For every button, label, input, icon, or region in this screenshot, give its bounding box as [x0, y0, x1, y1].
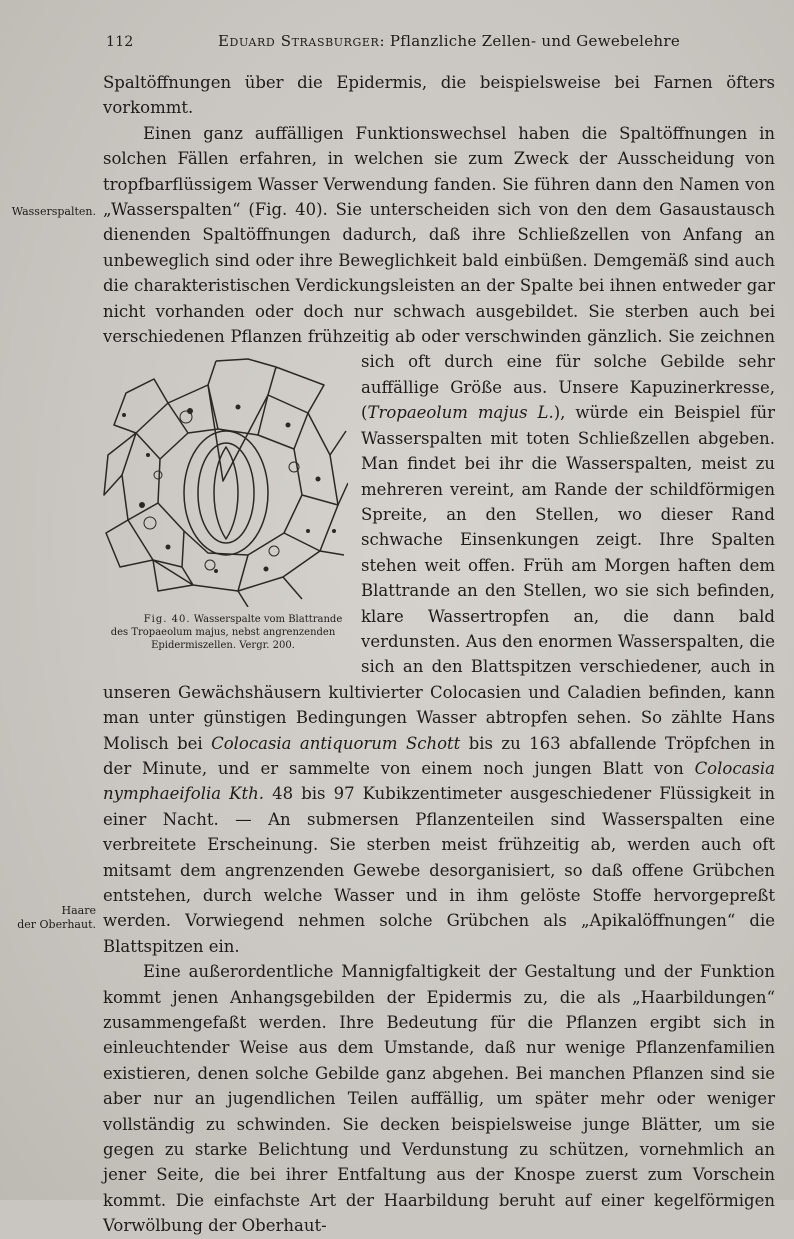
- cell-walls: [104, 359, 348, 607]
- text-run: bis zu 163 abfallende Tröpfchen in der Minute, und er sammelte von einem noch jungen Blatt von: [103, 733, 775, 778]
- guard-cell-outer: [184, 431, 268, 555]
- paragraph-continued: Spaltöffnungen über die Epidermis, die beispielsweise bei Farnen öfters vorkommt.: [103, 73, 775, 118]
- cell-nuclei: [122, 405, 336, 574]
- running-head-author: Eduard Strasburger: [218, 32, 380, 50]
- figure-40: [97, 355, 349, 652]
- species-name: Colocasia antiquorum Schott: [211, 733, 461, 753]
- stoma-drawing: [98, 355, 348, 607]
- margin-note-haare: [17, 904, 96, 932]
- running-head-title: : Pflanzliche Zellen- und Gewebelehre: [379, 32, 681, 50]
- figure-caption-text: Wasserspalte vom Blattrande des Tropaeolum majus, nebst angrenzenden Epidermiszellen. Vergr. 200.: [110, 614, 343, 652]
- margin-note-haare-line2: der Oberhaut.: [17, 918, 96, 931]
- species-name: Tropaeolum majus L.: [367, 403, 554, 423]
- running-head: [100, 30, 780, 54]
- guard-cell-inner: [198, 443, 254, 543]
- text-run: 48 bis 97 Kubikzentimeter ausgeschiedener Flüssigkeit in einer Nacht. — An submersen Pflanzenteilen sind Wasserspalten eine verbreitete Erscheinung. Sie sterben meist frühzeitig ab, werden auch oft mitsamt dem angrenzenden Gewebe desorganisiert, so daß offene Grübchen entstehen, durch welche Wasser und in ihm gelöste Stoffe hervorgepreßt werden. Vorwiegend nehmen solche Grübchen als „Apikalöffnungen“ die Blattspitzen ein.: [103, 784, 775, 956]
- running-title: [218, 32, 680, 50]
- margin-note-haare-line1: Haare: [61, 904, 96, 917]
- text-run: oft durch eine für solche Gebilde sehr auffällige Größe aus. Unsere Kapuzinerkresse, (: [361, 352, 776, 423]
- paragraph-haare: Eine außerordentliche Mannigfaltigkeit der Gestaltung und der Funktion kommt jenen Anhangsgebilden der Epidermis zu, die als „Haarbildungen“ zusammengefaßt werden. Ihre Bedeutung für die Pflanzen ergibt sich in einleuchtender Weise aus dem Umstande, daß nur wenige Pflanzenfamilien existieren, denen solche Gebilde ganz abgehen. Bei manchen Pflanzen sind sie aber nur an jugendlichen Teilen auffällig, um später mehr oder weniger vollständig zu schwinden. Sie decken beispielsweise junge Blätter, um sie gegen zu starke Belichtung und Verdunstung zu schützen, vornehmlich an jener Seite, die bei ihrer Entfaltung aus der Knospe zuerst zum Vorschein kommt. Die einfachste Art der Haarbildung beruht auf einer kegelförmigen Vorwölbung der Oberhaut-: [103, 962, 775, 1236]
- page-number: 112: [106, 34, 134, 50]
- paragraph-wasserspalten: [103, 121, 775, 959]
- body-text: [103, 70, 775, 1239]
- text-run: ), würde ein Beispiel für Wasserspalten mit toten Schließzellen abgeben. Man findet bei ihr die Wasserspalten, meist zu mehreren vereint, am Rande der schildförmigen Spreite, an den Stellen, wo dieser Rand schwache Einsenkungen zeigt. Ihre Spalten stehen weit offen. Früh am Morgen haften dem Blattrande an den Stellen, wo sie sich befinden, klare Wassertropfen an, die dann bald verdunsten. Aus den enormen Wasserspalten, die sich an den Blattspitzen verschiedener, auch in unseren Gewächshäusern kultivierter Colocasien und Caladien befinden, kann man unter günstigen Bedingungen Wasser abtropfen sehen. So zählte Hans Molisch bei: [103, 403, 775, 753]
- text-run: Einen ganz auffälligen Funktionswechsel haben die Spaltöffnungen in solchen Fällen erfahren, in welchen sie zum Zweck der Ausscheidung von tropfbarflüssigem Wasser Verwendung fanden. Sie führen dann den Namen von „Wasserspalten“ (Fig. 40). Sie unterscheiden sich von den dem Gasaustausch dienenden Spaltöffnungen dadurch, daß ihre Schließzellen von Anfang an unbeweglich sind oder ihre Beweglichkeit bald einbüßen. Demgemäß sind auch die charakteristischen Verdickungsleisten an der Spalte bei ihnen entweder gar nicht vorhanden oder doch nur schwach ausgebildet. Sie sterben auch bei verschiedenen Pflanzen frühzeitig ab oder verschwinden gänzlich. Sie zeichnen sich: [103, 123, 775, 372]
- margin-note-wasserspalten: Wasserspalten.: [11, 205, 96, 218]
- figure-caption: [97, 613, 349, 652]
- species-name: Colocasia nymphaeifolia Kth.: [103, 758, 775, 804]
- figure-label: Fig. 40.: [143, 614, 191, 626]
